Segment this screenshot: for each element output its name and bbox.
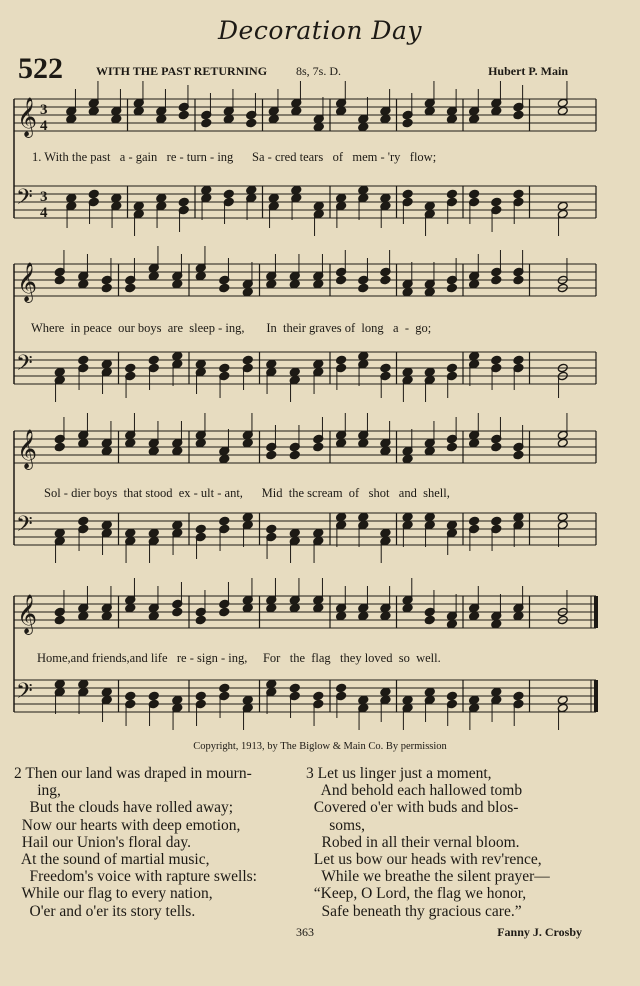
note-head: [513, 275, 524, 285]
note-head: [88, 189, 99, 199]
note-head: [219, 683, 230, 693]
note-head: [469, 114, 480, 124]
note-head: [336, 438, 347, 448]
note-head: [223, 189, 234, 199]
note-head: [242, 603, 253, 613]
note-head: [242, 287, 253, 297]
verse-line: Hail our Union's floral day.: [14, 833, 191, 851]
note-head: [402, 512, 413, 522]
note-head: [246, 185, 257, 195]
note-head: [125, 603, 136, 613]
note-head: [289, 603, 300, 613]
note-head: [125, 283, 136, 293]
note-head: [54, 275, 65, 285]
treble-clef-icon: 𝄞: [17, 594, 38, 634]
note-head: [54, 679, 65, 689]
note-head: [336, 355, 347, 365]
note-head: [178, 110, 189, 120]
note-head: [268, 193, 279, 203]
note-head: [125, 528, 136, 538]
note-head: [424, 687, 435, 697]
note-head: [313, 359, 324, 369]
lyric-line-3: Sol - dier boys that stood ex - ult - ant, Mid the scream of shot and shell,: [44, 486, 450, 500]
note-head: [148, 611, 159, 621]
note-head: [78, 679, 89, 689]
verse-line: Safe beneath thy gracious care.”: [306, 902, 522, 920]
note-head: [266, 279, 277, 289]
verse-line: And behold each hallowed tomb: [306, 782, 523, 800]
note-head: [358, 611, 369, 621]
verse-line: At the sound of martial music,: [14, 851, 210, 869]
note-head: [266, 524, 277, 534]
verse-line: While we breathe the silent prayer—: [306, 868, 550, 886]
note-head: [111, 114, 122, 124]
note-head: [78, 611, 89, 621]
verse-3: [306, 765, 550, 920]
note-head: [380, 446, 391, 456]
note-head: [336, 512, 347, 522]
note-head: [380, 528, 391, 538]
note-head: [336, 275, 347, 285]
note-head: [219, 516, 230, 526]
lyricist: Fanny J. Crosby: [497, 925, 582, 939]
verse-line: Covered o'er with buds and blos-: [306, 799, 519, 817]
note-head: [156, 114, 167, 124]
treble-clef-icon: 𝄞: [17, 97, 38, 137]
note-head: [313, 279, 324, 289]
lyric-line-1: 1. With the past a - gain re - turn - ing Sa - cred tears of mem - 'ry flow;: [32, 150, 437, 164]
note-head: [336, 683, 347, 693]
note-head: [446, 442, 457, 452]
verse-line: But the clouds have rolled away;: [14, 799, 234, 817]
note-head: [148, 528, 159, 538]
note-head: [424, 106, 435, 116]
verse-line: Let us bow our heads with rev'rence,: [306, 851, 542, 869]
note-head: [557, 438, 568, 448]
note-head: [289, 528, 300, 538]
verse-line: O'er and o'er its story tells.: [14, 902, 196, 920]
note-head: [242, 695, 253, 705]
note-head: [195, 615, 206, 625]
verse-line: Robed in all their vernal bloom.: [306, 833, 520, 851]
meter: 8s, 7s. D.: [296, 64, 342, 78]
verse-line: ing,: [14, 782, 61, 800]
note-head: [513, 355, 524, 365]
note-head: [380, 611, 391, 621]
verse-line: Now our hearts with deep emotion,: [14, 816, 241, 834]
note-head: [424, 201, 435, 211]
note-head: [446, 691, 457, 701]
note-head: [402, 695, 413, 705]
copyright-notice: Copyright, 1913, by The Biglow & Main Co. By permission: [193, 741, 447, 752]
note-head: [172, 520, 183, 530]
note-head: [380, 114, 391, 124]
verse-2: [14, 765, 257, 920]
note-head: [313, 442, 324, 452]
note-head: [491, 355, 502, 365]
note-head: [313, 201, 324, 211]
note-head: [491, 197, 502, 207]
time-signature-bottom: 4: [40, 118, 48, 134]
time-signature-bottom: 4: [40, 205, 48, 221]
note-head: [491, 106, 502, 116]
note-head: [172, 607, 183, 617]
note-head: [111, 193, 122, 203]
note-head: [358, 283, 369, 293]
note-head: [195, 691, 206, 701]
note-head: [223, 114, 234, 124]
bass-clef-icon: 𝄢: [16, 351, 33, 381]
hymn-number: 522: [18, 52, 63, 85]
note-head: [125, 363, 136, 373]
verse-line: soms,: [306, 816, 365, 834]
note-head: [336, 611, 347, 621]
note-head: [469, 611, 480, 621]
note-head: [513, 512, 524, 522]
note-head: [402, 603, 413, 613]
note-head: [358, 351, 369, 361]
note-head: [469, 438, 480, 448]
note-head: [266, 603, 277, 613]
verse-line: “Keep, O Lord, the flag we honor,: [306, 885, 527, 903]
note-head: [289, 279, 300, 289]
note-head: [172, 695, 183, 705]
note-head: [469, 695, 480, 705]
note-head: [424, 446, 435, 456]
note-head: [513, 110, 524, 120]
note-head: [101, 446, 112, 456]
note-head: [402, 189, 413, 199]
note-head: [424, 615, 435, 625]
note-head: [219, 454, 230, 464]
note-head: [358, 438, 369, 448]
bass-clef-icon: 𝄢: [16, 185, 33, 215]
note-head: [156, 193, 167, 203]
note-head: [246, 118, 257, 128]
note-head: [513, 691, 524, 701]
note-head: [289, 683, 300, 693]
note-head: [513, 450, 524, 460]
note-head: [242, 512, 253, 522]
note-head: [101, 687, 112, 697]
bass-clef-icon: 𝄢: [16, 512, 33, 542]
note-head: [358, 122, 369, 132]
note-head: [513, 189, 524, 199]
time-signature-top: 3: [40, 189, 48, 205]
verse-line: Freedom's voice with rapture swells:: [14, 868, 257, 886]
note-head: [266, 679, 277, 689]
bass-clef-icon: 𝄢: [16, 679, 33, 709]
note-head: [402, 367, 413, 377]
note-head: [358, 185, 369, 195]
note-head: [195, 359, 206, 369]
lyric-line-2: Where in peace our boys are sleep - ing, In their graves of long a - go;: [31, 321, 432, 335]
note-head: [268, 114, 279, 124]
note-head: [195, 524, 206, 534]
note-head: [66, 114, 77, 124]
lyric-line-4: Home,and friends,and life re - sign - ing, For the flag they loved so well.: [37, 651, 441, 665]
page-number: 363: [296, 925, 314, 939]
note-head: [469, 189, 480, 199]
composer: Hubert P. Main: [488, 64, 568, 78]
note-head: [148, 446, 159, 456]
note-head: [78, 438, 89, 448]
note-head: [380, 687, 391, 697]
note-head: [101, 611, 112, 621]
note-head: [557, 201, 568, 211]
treble-clef-icon: 𝄞: [17, 262, 38, 302]
note-head: [148, 355, 159, 365]
note-head: [291, 106, 302, 116]
time-signature-top: 3: [40, 102, 48, 118]
note-head: [125, 438, 136, 448]
note-head: [78, 279, 89, 289]
note-head: [172, 279, 183, 289]
note-head: [313, 122, 324, 132]
note-head: [54, 615, 65, 625]
note-head: [446, 114, 457, 124]
note-head: [336, 193, 347, 203]
treble-clef-icon: 𝄞: [17, 429, 38, 469]
note-head: [78, 355, 89, 365]
note-head: [266, 450, 277, 460]
note-head: [424, 287, 435, 297]
note-head: [266, 359, 277, 369]
note-head: [313, 603, 324, 613]
note-head: [491, 687, 502, 697]
note-head: [446, 619, 457, 629]
note-head: [491, 442, 502, 452]
note-head: [172, 446, 183, 456]
note-head: [195, 271, 206, 281]
note-head: [54, 528, 65, 538]
note-head: [469, 351, 480, 361]
note-head: [178, 197, 189, 207]
note-head: [219, 363, 230, 373]
note-head: [148, 691, 159, 701]
note-head: [219, 283, 230, 293]
note-head: [491, 619, 502, 629]
note-head: [242, 438, 253, 448]
note-head: [313, 528, 324, 538]
note-head: [557, 106, 568, 116]
note-head: [402, 454, 413, 464]
note-head: [557, 512, 568, 522]
verse-line: While our flag to every nation,: [14, 885, 213, 903]
note-head: [101, 283, 112, 293]
note-head: [446, 189, 457, 199]
note-head: [380, 275, 391, 285]
verse-line: 2 Then our land was draped in mourn-: [14, 765, 252, 782]
note-head: [380, 363, 391, 373]
note-head: [88, 106, 99, 116]
note-head: [557, 695, 568, 705]
verse-line: 3 Let us linger just a moment,: [306, 765, 492, 782]
note-head: [289, 367, 300, 377]
note-head: [446, 363, 457, 373]
note-head: [125, 691, 136, 701]
note-head: [201, 185, 212, 195]
note-head: [195, 438, 206, 448]
note-head: [380, 193, 391, 203]
note-head: [219, 607, 230, 617]
note-head: [78, 516, 89, 526]
note-head: [54, 442, 65, 452]
note-head: [289, 450, 300, 460]
note-head: [336, 106, 347, 116]
note-head: [402, 118, 413, 128]
note-head: [133, 201, 144, 211]
tune-name: WITH THE PAST RETURNING: [96, 64, 268, 78]
note-head: [101, 520, 112, 530]
note-head: [201, 118, 212, 128]
note-head: [148, 271, 159, 281]
note-head: [491, 275, 502, 285]
note-head: [446, 283, 457, 293]
note-head: [66, 193, 77, 203]
note-head: [101, 359, 112, 369]
note-head: [402, 287, 413, 297]
note-head: [469, 516, 480, 526]
note-head: [469, 279, 480, 289]
hymn-title: Decoration Day: [218, 16, 422, 45]
note-head: [358, 512, 369, 522]
note-head: [446, 520, 457, 530]
note-head: [54, 367, 65, 377]
note-head: [358, 695, 369, 705]
note-head: [313, 691, 324, 701]
note-head: [172, 351, 183, 361]
note-head: [424, 512, 435, 522]
note-head: [242, 355, 253, 365]
note-head: [424, 367, 435, 377]
note-head: [513, 611, 524, 621]
note-head: [491, 516, 502, 526]
note-head: [291, 185, 302, 195]
note-head: [133, 106, 144, 116]
